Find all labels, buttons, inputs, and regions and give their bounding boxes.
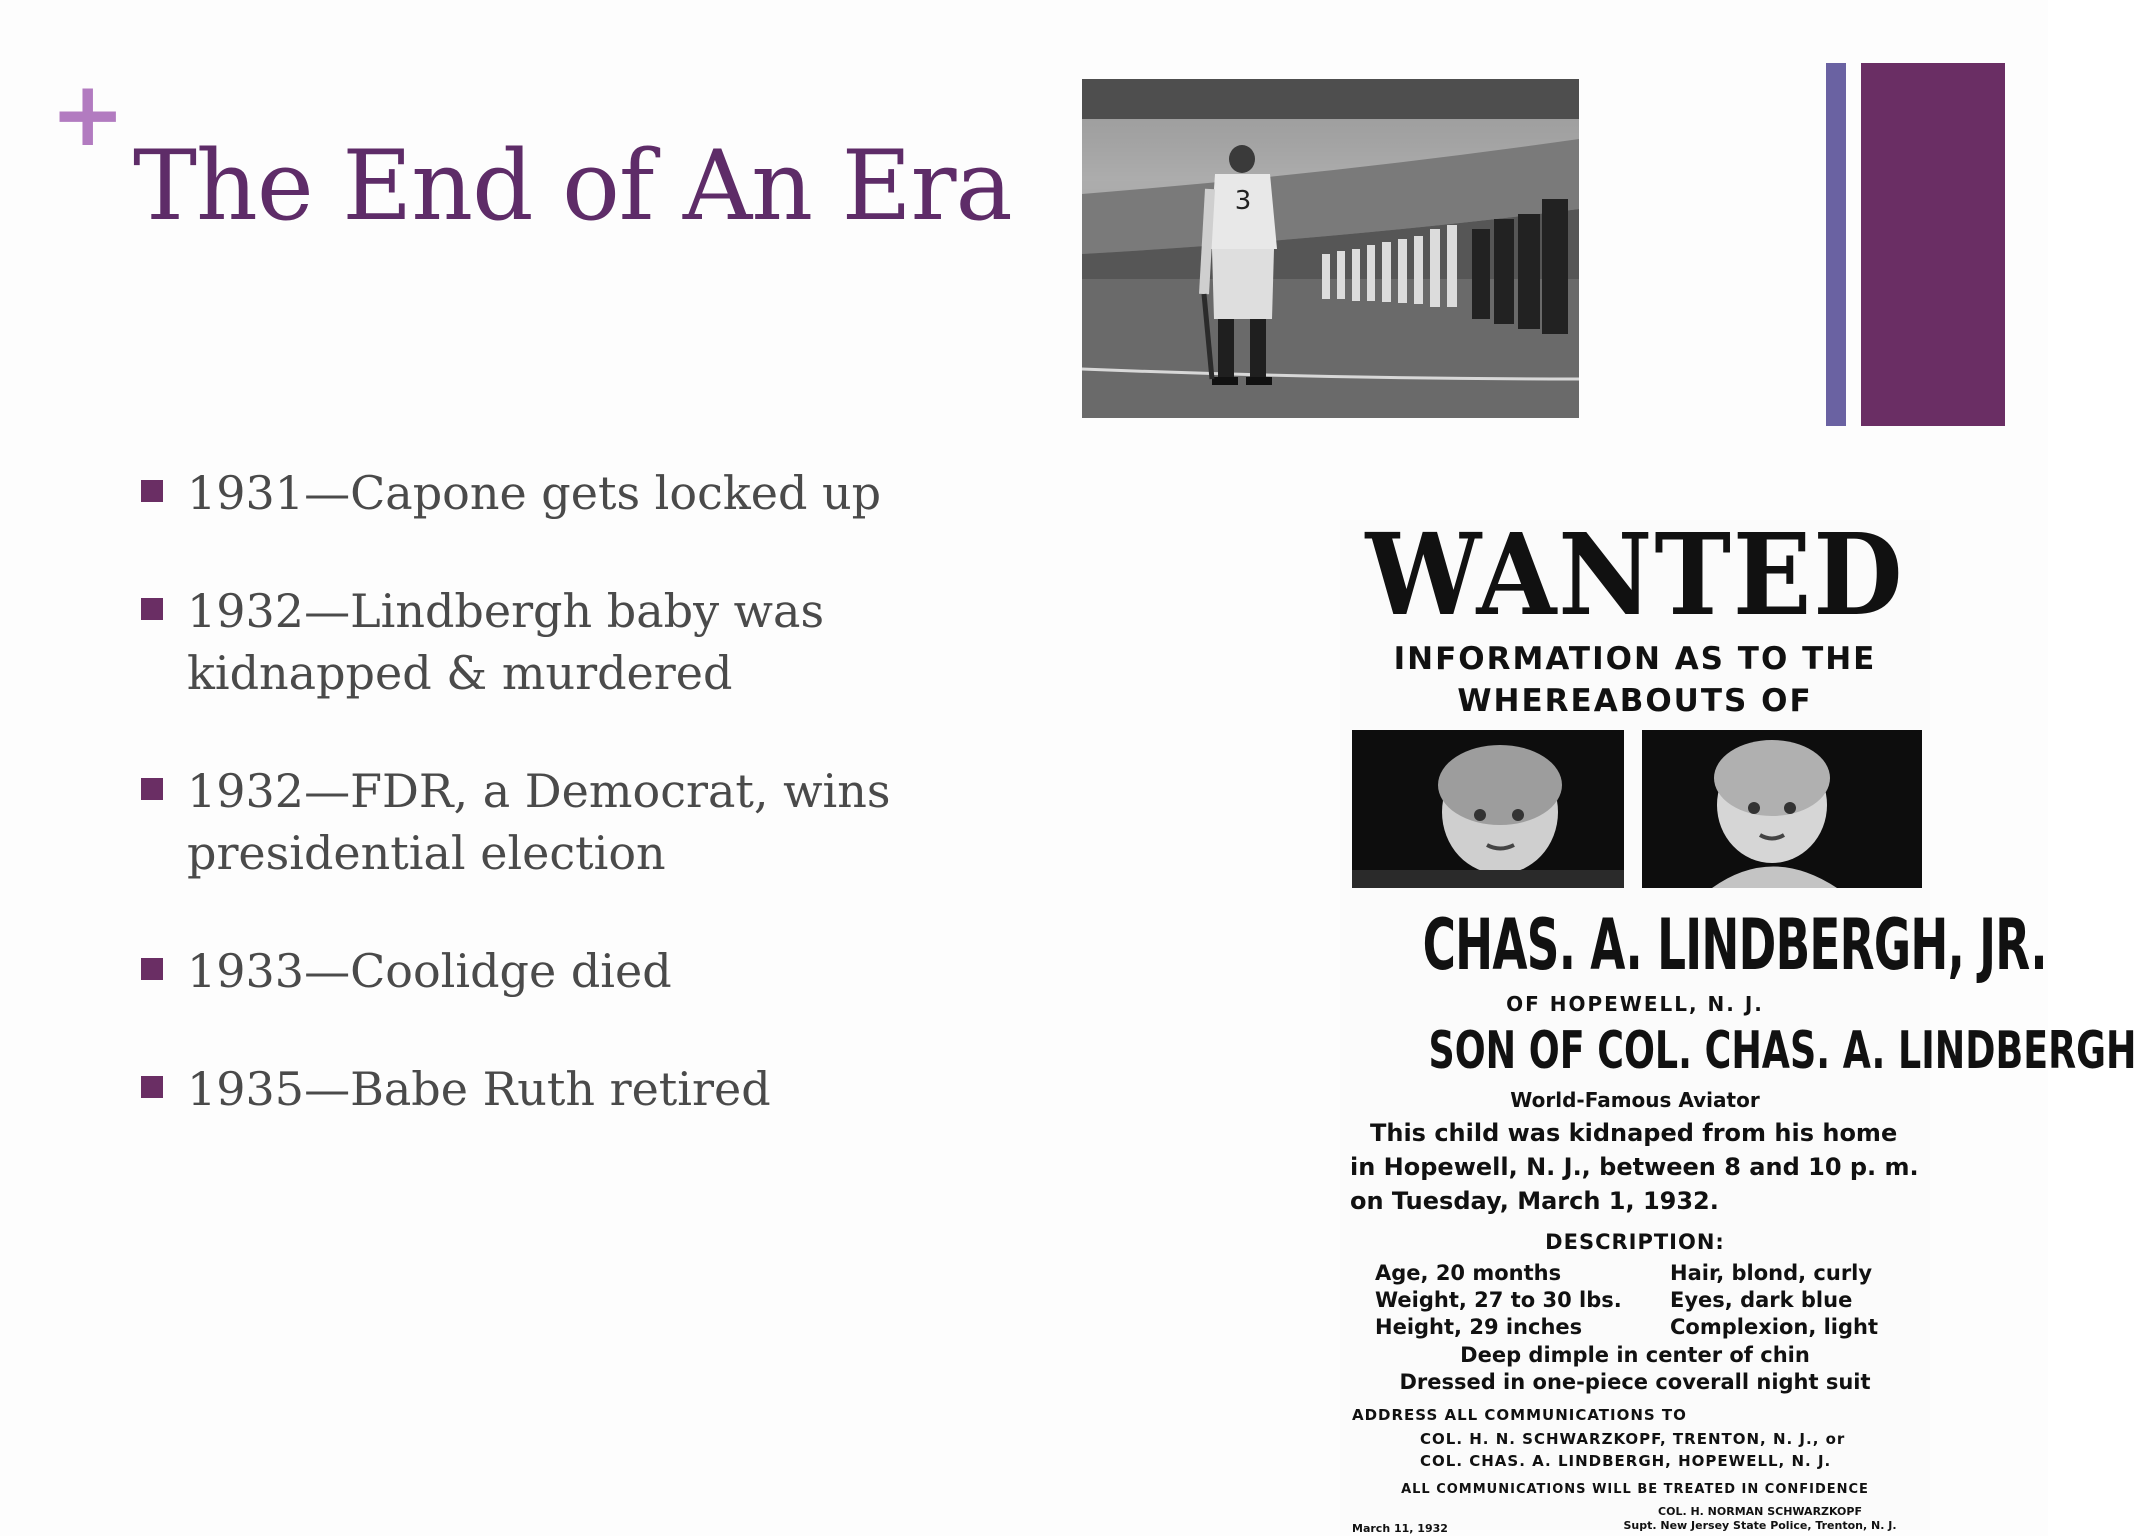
poster-child-name: CHAS. A. LINDBERGH, JR. [1422,904,2047,986]
bullet-list [137,462,1037,1176]
bullet-item [137,1058,1037,1120]
poster-desc-item: Eyes, dark blue [1670,1288,1853,1312]
poster-paragraph-line: in Hopewell, N. J., between 8 and 10 p. m. [1350,1153,1919,1181]
poster-info-heading [1340,638,1930,722]
bullet-line: kidnapped & murdered [187,646,733,700]
poster-desc-item: Weight, 27 to 30 lbs. [1375,1288,1622,1312]
plus-icon: + [50,62,126,167]
bullet-square-icon [141,778,163,800]
bullet-line: 1931—Capone gets locked up [187,466,882,520]
bullet-line: 1932—Lindbergh baby was [187,584,825,638]
poster-paragraph-line: on Tuesday, March 1, 1932. [1350,1187,1719,1215]
bullet-square-icon [141,1076,163,1098]
poster-wanted-heading: WANTED [1365,510,1905,641]
poster-paragraph-line: This child was kidnaped from his home [1370,1119,1898,1147]
slide-title: The End of An Era [133,130,1012,242]
bullet-square-icon [141,958,163,980]
bullet-square-icon [141,598,163,620]
bullet-item [137,462,1037,524]
poster-confidence: ALL COMMUNICATIONS WILL BE TREATED IN CONFIDENCE [1401,1482,1869,1497]
poster-description-label: DESCRIPTION: [1545,1230,1725,1254]
bullet-square-icon [141,480,163,502]
poster-address-label: ADDRESS ALL COMMUNICATIONS TO [1352,1406,1687,1424]
poster-desc-right [1670,1260,1878,1341]
poster-desc-item: Height, 29 inches [1375,1315,1583,1339]
bullet-line: 1933—Coolidge died [187,944,672,998]
poster-desc-item: Deep dimple in center of chin [1460,1343,1810,1367]
accent-bar-thick [1861,63,2005,426]
jersey-number: 3 [1234,186,1252,216]
bullet-item [137,580,1037,704]
poster-desc-item: Complexion, light [1670,1315,1879,1339]
bullet-line: 1932—FDR, a Democrat, wins [187,764,891,818]
poster-signer-name: COL. H. NORMAN SCHWARZKOPF [1658,1505,1862,1518]
child-photos-illustration [1352,730,1922,888]
bullet-item [137,940,1037,1002]
poster-signer [1600,1505,1920,1533]
poster-hometown: OF HOPEWELL, N. J. [1506,992,1764,1016]
poster-info-line: WHEREABOUTS OF [1457,683,1813,719]
poster-desc-item: Dressed in one-piece coverall night suit [1399,1370,1871,1394]
poster-info-line: INFORMATION AS TO THE [1393,641,1877,677]
accent-bar-thin [1826,63,1846,426]
bullet-line: 1935—Babe Ruth retired [187,1062,771,1116]
poster-desc-center [1340,1342,1930,1396]
poster-address-line: COL. CHAS. A. LINDBERGH, HOPEWELL, N. J. [1420,1452,1832,1470]
babe-ruth-photo-illustration [1082,79,1579,418]
poster-desc-item: Age, 20 months [1375,1261,1562,1285]
wanted-poster [1340,510,2136,1535]
poster-signer-title: Supt. New Jersey State Police, Trenton, N. J. [1623,1519,1897,1532]
poster-address-line: COL. H. N. SCHWARZKOPF, TRENTON, N. J., or [1420,1430,1846,1448]
poster-aviator: World-Famous Aviator [1510,1088,1760,1112]
poster-desc-left [1375,1260,1622,1341]
poster-address-lines [1420,1428,1845,1472]
poster-paragraph [1350,1116,1925,1218]
bullet-item [137,760,1037,884]
poster-son-of: SON OF COL. CHAS. A. LINDBERGH [1428,1021,2136,1081]
poster-desc-item: Hair, blond, curly [1670,1261,1873,1285]
babe-ruth-photo [1082,79,1579,418]
poster-date: March 11, 1932 [1352,1522,1448,1535]
poster-child-photos [1352,730,1922,888]
bullet-line: presidential election [187,826,666,880]
